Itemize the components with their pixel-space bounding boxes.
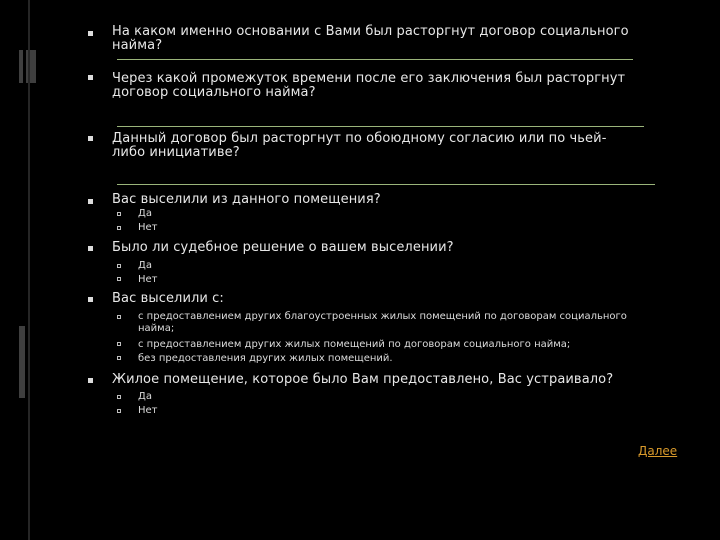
answer-line-3[interactable]	[117, 184, 655, 185]
option-bullet[interactable]	[117, 409, 121, 413]
decor-bar-left-1	[19, 50, 23, 83]
question-4-option-yes[interactable]: Да	[138, 208, 152, 219]
question-bullet	[88, 75, 93, 80]
question-5-text: Было ли судебное решение о вашем выселении?	[112, 240, 454, 255]
option-bullet[interactable]	[117, 356, 121, 360]
question-bullet	[88, 297, 93, 302]
question-6-option-2[interactable]: с предоставлением других жилых помещений по договорам социального найма;	[138, 339, 571, 350]
question-1-text: На каком именно основании с Вами был расторгнут договор социального найма?	[112, 24, 629, 53]
question-5-option-no[interactable]: Нет	[138, 274, 158, 285]
question-5-option-yes[interactable]: Да	[138, 260, 152, 271]
answer-line-1[interactable]	[117, 59, 633, 60]
question-6-option-1[interactable]: с предоставлением других благоустроенных жилых помещений по договорам социального найма;	[138, 311, 627, 334]
decor-bar-left-4	[28, 0, 30, 540]
option-bullet[interactable]	[117, 226, 121, 230]
next-link[interactable]: Далее	[638, 444, 678, 458]
option-bullet[interactable]	[117, 342, 121, 346]
option-bullet[interactable]	[117, 277, 121, 281]
option-bullet[interactable]	[117, 315, 121, 319]
question-bullet	[88, 246, 93, 251]
question-bullet	[88, 31, 93, 36]
question-4-text: Вас выселили из данного помещения?	[112, 192, 381, 207]
option-bullet[interactable]	[117, 395, 121, 399]
question-bullet	[88, 199, 93, 204]
question-7-text: Жилое помещение, которое было Вам предоставлено, Вас устраивало?	[112, 372, 614, 387]
question-7-option-yes[interactable]: Да	[138, 391, 152, 402]
question-7-option-no[interactable]: Нет	[138, 405, 158, 416]
option-bullet[interactable]	[117, 264, 121, 268]
question-6-option-3[interactable]: без предоставления других жилых помещений.	[138, 353, 393, 364]
question-bullet	[88, 378, 93, 383]
question-4-option-no[interactable]: Нет	[138, 222, 158, 233]
question-bullet	[88, 136, 93, 141]
question-3-text: Данный договор был расторгнут по обоюдному согласию или по чьей-либо инициативе?	[112, 131, 607, 160]
option-bullet[interactable]	[117, 212, 121, 216]
answer-line-2[interactable]	[117, 126, 644, 127]
decor-bar-left-3	[19, 326, 25, 398]
question-2-text: Через какой промежуток времени после его заключения был расторгнут договор социального найма?	[112, 71, 626, 100]
question-6-text: Вас выселили с:	[112, 291, 224, 306]
